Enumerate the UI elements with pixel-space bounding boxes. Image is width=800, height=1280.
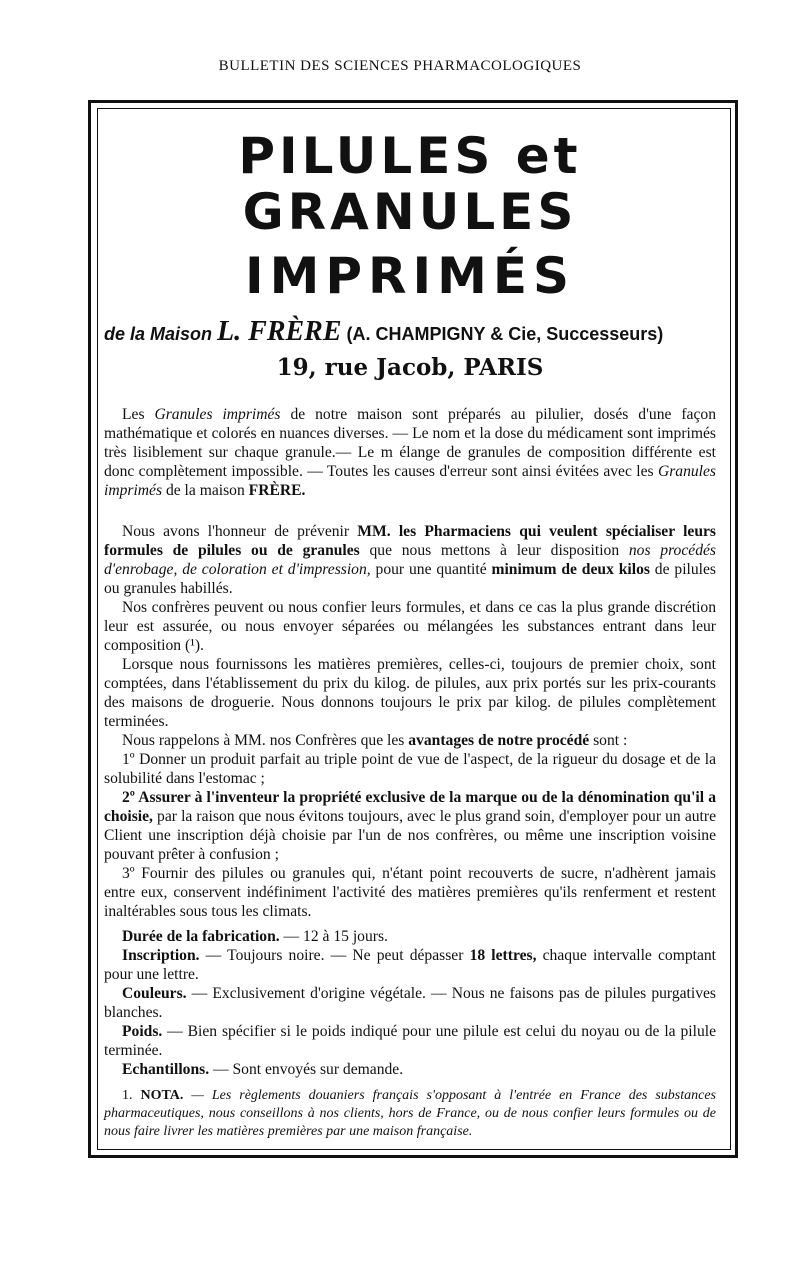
text: Nous avons l'honneur de prévenir bbox=[122, 523, 358, 540]
footnote-text: — Les règlements douaniers français s'opposant à l'entrée en France des substances pharmaceutiques, nous conseillons à nos clients, hors de France, ou de nous confier leurs formules ou de nous faire livrer les matières premières par une maison française. bbox=[104, 1088, 716, 1139]
text-italic: Granules imprimés bbox=[104, 463, 716, 499]
maison-successor: (A. CHAMPIGNY & Cie, Successeurs) bbox=[346, 324, 664, 344]
advertisement-content bbox=[104, 118, 716, 1155]
text: de pilules ou granules habillés. bbox=[104, 561, 716, 597]
maison-prefix: de la Maison bbox=[104, 324, 213, 344]
text: de la maison bbox=[162, 482, 249, 499]
list-item-3: 3º Fournir des pilules ou granules qui, n'étant point recouverts de sucre, n'adhèrent jamais entre eux, conservent indéfiniment l'activité des matières premières qu'ils renferment et restent inaltérables sous tous les climats. bbox=[104, 865, 716, 920]
text: — Toujours noire. — Ne peut dépasser bbox=[199, 947, 470, 964]
address: 19, rue Jacob, PARIS bbox=[276, 354, 544, 381]
maison-name: L. FRÈRE bbox=[217, 316, 342, 347]
text-bold: FRÈRE. bbox=[248, 482, 306, 499]
paragraph-avantages bbox=[104, 731, 716, 750]
label-bold: Couleurs. bbox=[122, 985, 187, 1002]
text-italic: Granules imprimés bbox=[154, 406, 281, 423]
text: de notre maison sont préparés au pilulier, dosés d'une façon mathématique et colorés en nuances diverses. — Le nom et la dose du médicament sont imprimés très lisiblement sur chaque granule.— Le m élange de granules de composition différente est donc complètement impossible. — Toutes les causes d'erreur sont ainsi évitées avec les bbox=[104, 406, 716, 480]
text: pour une quantité bbox=[370, 561, 492, 578]
paragraph-pharmaciens bbox=[104, 522, 716, 598]
text: Les bbox=[122, 406, 155, 423]
text-bold: MM. les Pharmaciens qui veulent spécialiser leurs formules de pilules ou de granules bbox=[104, 523, 716, 559]
echantillons-line bbox=[104, 1060, 716, 1079]
text: Nous rappelons à MM. nos Confrères que les bbox=[122, 732, 409, 749]
label-bold: Durée de la fabrication. bbox=[122, 928, 280, 945]
footnote-nota bbox=[104, 1087, 716, 1141]
running-head: BULLETIN DES SCIENCES PHARMACOLOGIQUES bbox=[218, 58, 582, 74]
poids-line bbox=[104, 1022, 716, 1060]
label-bold: Echantillons. bbox=[122, 1061, 210, 1078]
text: — Bien spécifier si le poids indiqué pour une pilule est celui du noyau ou de la pilule terminée. bbox=[104, 1023, 716, 1059]
headline-subtitle: IMPRIMÉS bbox=[244, 247, 576, 305]
text: que nous mettons à leur disposition bbox=[359, 542, 629, 559]
headline-title: PILULES et GRANULES bbox=[238, 127, 582, 241]
duree-line bbox=[104, 927, 716, 946]
label-bold: Inscription. bbox=[122, 947, 200, 964]
text: sont : bbox=[589, 732, 628, 749]
list-item-1: 1º Donner un produit parfait au triple point de vue de l'aspect, de la rigueur du dosage et de la solubilité dans l'estomac ; bbox=[104, 751, 716, 787]
text: — Exclusivement d'origine végétale. — Nous ne faisons pas de pilules purgatives blanches. bbox=[104, 985, 716, 1021]
text: chaque intervalle comptant pour une lettre. bbox=[104, 947, 716, 983]
text-bold: avantages de notre procédé bbox=[408, 732, 590, 749]
footnote-label: NOTA. bbox=[140, 1088, 184, 1103]
text: par la raison que nous évitons toujours, avec le plus grand soin, d'employer pour un autre Client une inscription déjà choisie par l'un de nos confrères, ou même une inscription voisine pouvant prêter à confusion ; bbox=[104, 808, 716, 863]
text-bold: 2º Assurer à l'inventeur la propriété exclusive de la marque ou de la dénomination qu'il a choisie, bbox=[104, 789, 716, 825]
footnote-number: 1. bbox=[122, 1088, 141, 1103]
list-item-2 bbox=[104, 788, 716, 864]
text-bold: minimum de deux kilos bbox=[491, 561, 650, 578]
label-bold: Poids. bbox=[122, 1023, 163, 1040]
paragraph-matieres: Lorsque nous fournissons les matières premières, celles-ci, toujours de premier choix, sont comptées, dans l'établissement du prix du kilog. de pilules, aux prix portés sur les prix-courants des maisons de droguerie. Nous donnons toujours le prix par kilog. de pilules complètement terminées. bbox=[104, 656, 716, 730]
couleurs-line bbox=[104, 984, 716, 1022]
text-bold: 18 lettres, bbox=[469, 947, 537, 964]
paragraph-confreres: Nos confrères peuvent ou nous confier leurs formules, et dans ce cas la plus grande discrétion leur est assurée, ou nous envoyer séparées ou mélangées les substances entrant dans leur composition (¹). bbox=[104, 599, 716, 654]
inscription-line bbox=[104, 946, 716, 984]
paragraph-granules bbox=[104, 405, 716, 500]
text: — Sont envoyés sur demande. bbox=[209, 1061, 404, 1078]
text: — 12 à 15 jours. bbox=[279, 928, 388, 945]
text-italic: nos procédés d'enrobage, de coloration et d'impression, bbox=[104, 542, 716, 578]
maison-line bbox=[104, 316, 716, 348]
